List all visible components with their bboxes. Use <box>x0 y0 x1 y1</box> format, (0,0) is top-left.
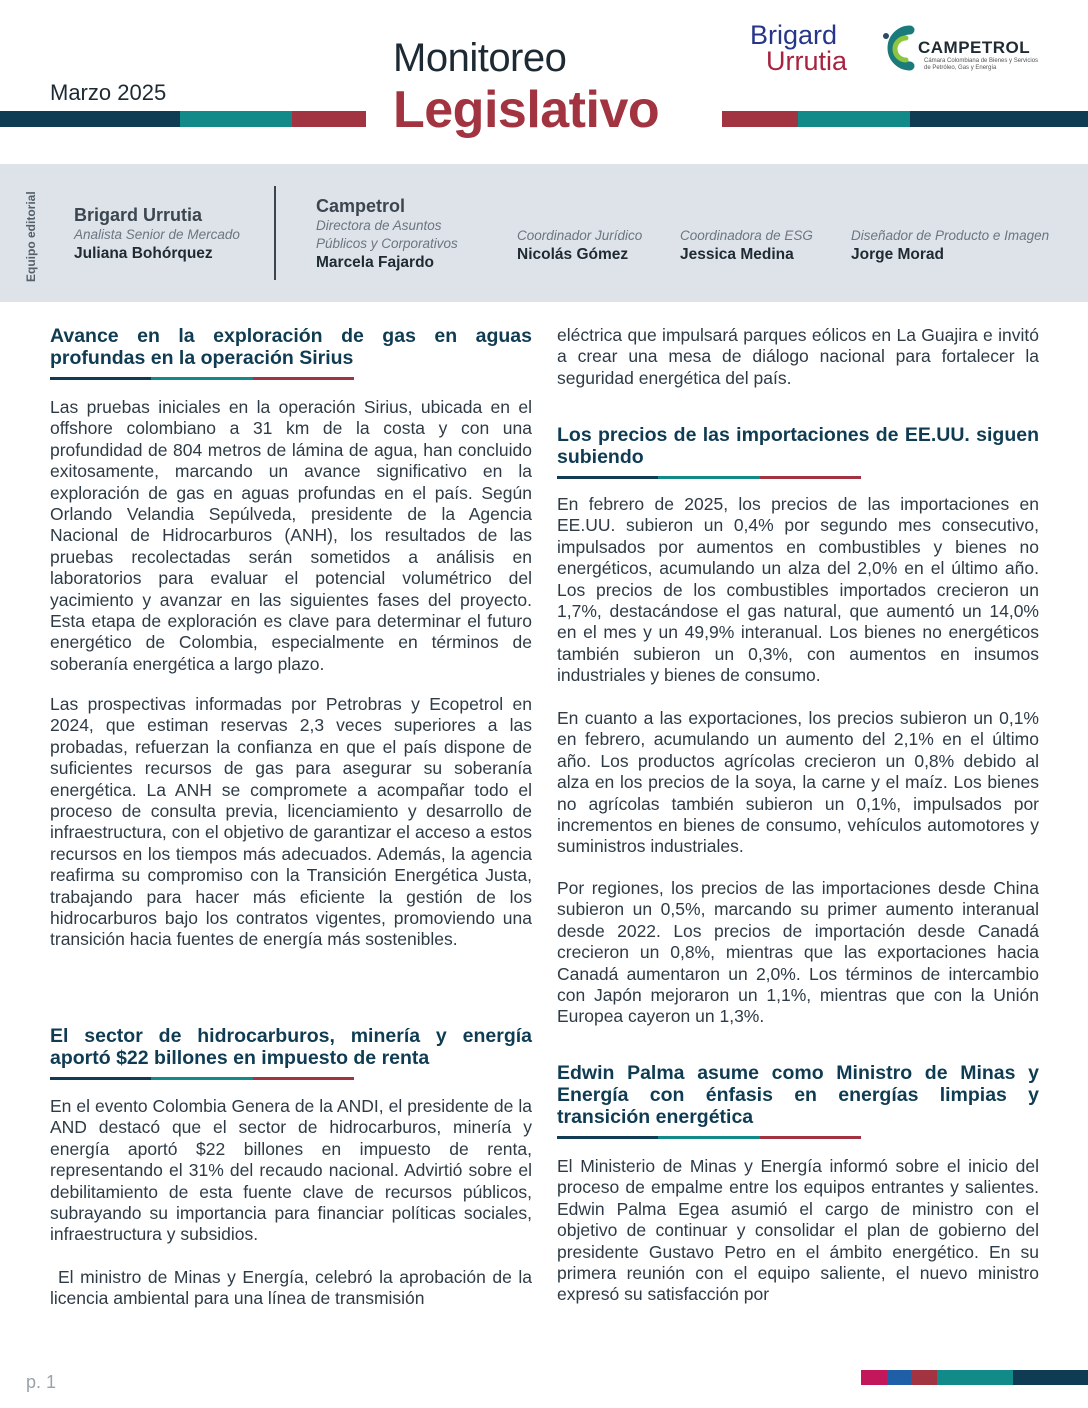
article-paragraph: Las prospectivas informadas por Petrobras y Ecopetrol en 2024, que estiman reservas 2,3 veces superiores a las probadas, refuerzan la confianza en que el país dispone de suficientes recursos de gas para asegurar su soberanía energética. La ANH se compromete a acompañar todo el proceso de consulta previa, licenciamiento y desarrollo de infraestructura, con el objetivo de garantizar el acceso a estos recursos en los tiempos más adecuados. Además, la agencia reafirma su compromiso con la Transición Energética Justa, trabajando para hacer más eficiente la gestión de los hidrocarburos bajo los contratos vigentes, promoviendo una transición hacia fuentes de energía más sostenibles. <box>50 694 532 950</box>
editor-role: Diseñador de Producto e Imagen <box>851 228 1050 243</box>
editor-member <box>851 227 1049 265</box>
article-body <box>557 494 1039 687</box>
article-body <box>557 325 1039 389</box>
article-body <box>557 1156 1039 1306</box>
article-renta <box>50 1025 532 1080</box>
campetrol-name: CAMPETROL <box>918 38 1031 57</box>
editor-name: Marcela Fajardo <box>316 254 435 271</box>
article-paragraph: eléctrica que impulsará parques eólicos en La Guajira e invitó a crear una mesa de diálogo nacional para fortalecer la seguridad energética del país. <box>557 325 1039 388</box>
article-body <box>557 878 1039 1028</box>
header-bar-right-navy <box>910 111 1088 127</box>
title-rule <box>50 1077 354 1080</box>
footer-bar-magenta <box>861 1370 887 1385</box>
article-title: Avance en la exploración de gas en aguas profundas en la operación Sirius <box>50 325 532 369</box>
title-rule <box>557 476 861 479</box>
footer-bar-blue <box>887 1370 911 1385</box>
article-importaciones <box>557 424 1039 479</box>
title-line-2: Legislativo <box>393 81 660 139</box>
article-body <box>557 708 1039 858</box>
article-title: El sector de hidrocarburos, minería y energía aportó $22 billones en impuesto de renta <box>50 1025 532 1069</box>
article-title: Los precios de las importaciones de EE.UU. siguen subiendo <box>557 424 1039 468</box>
header-bar-left-teal <box>180 111 292 127</box>
editor-role: Públicos y Corporativos <box>316 236 458 251</box>
editor-campetrol <box>316 196 458 273</box>
article-body <box>50 694 532 951</box>
editor-role: Coordinadora de ESG <box>680 228 813 243</box>
article-body <box>50 1096 532 1246</box>
editor-member <box>517 227 642 265</box>
article-palma <box>557 1062 1039 1139</box>
editor-member <box>680 227 813 265</box>
editor-org: Brigard Urrutia <box>74 205 203 225</box>
editorial-label: Equipo editorial <box>24 191 38 282</box>
footer-bar-maroon <box>911 1370 937 1385</box>
editor-name: Jorge Morad <box>851 246 945 263</box>
editor-role: Coordinador Jurídico <box>517 228 643 243</box>
editor-role: Analista Senior de Mercado <box>74 227 240 242</box>
editor-role: Directora de Asuntos <box>316 218 442 233</box>
editor-name: Juliana Bohórquez <box>74 245 213 262</box>
campetrol-mark-icon <box>876 22 920 76</box>
article-paragraph: En el evento Colombia Genera de la ANDI, el presidente de la AND destacó que el sector de hidrocarburos, minería y energía aportó $22 billones en impuesto de renta, representando el 31% del recaudo nacional. Advirtió sobre el debilitamiento de esta fuente clave de recursos públicos, subrayando su importancia para financiar políticas sociales, infraestructura y subsidios. <box>50 1096 532 1245</box>
article-paragraph: El Ministerio de Minas y Energía informó sobre el inicio del proceso de empalme entre los equipos entrantes y salientes. Edwin Palma Egea asumió el cargo de ministro con el objetivo de continuar y consolidar el plan de gobierno del presidente Gustavo Petro en el ámbito energético. En su primera reunión con el equipo saliente, el nuevo ministro expresó su satisfacción por <box>557 1156 1039 1305</box>
article-paragraph: Las pruebas iniciales en la operación Sirius, ubicada en el offshore colombiano a 31 km de la costa y con una profundidad de 804 metros de lámina de agua, han concluido exitosamente, marcando un avance significativo en la exploración de gas en aguas profundas en el país. Según Orlando Velandia Sepúlveda, presidente de la Agencia Nacional de Hidrocarburos (ANH), los resultados de las pruebas recolectadas serán sometidos a análisis en laboratorios para evaluar el potencial volumétrico del yacimiento y avanzar en las siguientes fases del proyecto. Esta etapa de exploración es clave para determinar el futuro energético de Colombia, especialmente en términos de soberanía energética a largo plazo. <box>50 397 532 674</box>
editor-name: Nicolás Gómez <box>517 246 629 263</box>
title-rule <box>557 1136 861 1139</box>
footer-bar-navy <box>1013 1370 1088 1385</box>
editor-org: Campetrol <box>316 196 406 216</box>
header-bar-left-navy <box>0 111 180 127</box>
title-line-1: Monitoreo <box>393 36 567 80</box>
header-bar-right-teal <box>798 111 910 127</box>
editor-name: Jessica Medina <box>680 246 794 263</box>
article-paragraph: Por regiones, los precios de las importaciones desde China subieron un 0,5%, marcando su primer aumento interanual desde 2022. Los precios de importación desde Canadá crecieron un 0,8%, mientras que las exportaciones hacia Canadá aumentaron un 2,0%. Los términos de intercambio con Japón mejoraron un 1,1%, mientras que con la Unión Europea cayeron un 1,3%. <box>557 878 1039 1027</box>
header-bar-right-maroon <box>722 111 798 127</box>
article-body <box>50 397 532 675</box>
article-sirius <box>50 325 532 380</box>
campetrol-logo <box>876 22 1046 76</box>
footer-bar-teal <box>937 1370 1013 1385</box>
issue-date: Marzo 2025 <box>50 80 167 105</box>
header-bar-left-maroon <box>292 111 366 127</box>
editor-brigard <box>74 205 240 264</box>
article-body <box>50 1267 532 1310</box>
title-rule <box>50 377 354 380</box>
logo-urrutia-text: Urrutia <box>766 46 848 76</box>
page-number: p. 1 <box>26 1372 57 1392</box>
article-title: Edwin Palma asume como Ministro de Minas y Energía con énfasis en energías limpias y transición energética <box>557 1062 1039 1128</box>
campetrol-subtitle: Cámara Colombiana de Bienes y Servicios de Petróleo, Gas y Energía <box>924 58 1039 71</box>
article-paragraph: En febrero de 2025, los precios de las importaciones en EE.UU. subieron un 0,4% por segundo mes consecutivo, impulsados por aumentos en combustibles y bienes no energéticos, acumulando un alza del 2,0% en el último año. Los precios de los combustibles importados crecieron un 1,7%, destacándose el gas natural, que aumentó un 14,0% en el mes y un 49,9% interanual. Los bienes no energéticos también subieron un 0,3%, con aumentos en insumos industriales y bienes de consumo. <box>557 494 1039 686</box>
article-paragraph: El ministro de Minas y Energía, celebró la aprobación de la licencia ambiental para una línea de transmisión <box>50 1267 532 1309</box>
brigard-urrutia-logo <box>750 22 847 74</box>
logo-brigard-text: Brigard <box>750 20 838 50</box>
editorial-divider <box>274 186 276 280</box>
article-paragraph: En cuanto a las exportaciones, los precios subieron un 0,1% en febrero, acumulando un aumento del 2,1% en el último año. Los productos agrícolas crecieron un 0,8% debido al alza en los precios de la soya, la carne y el maíz. Los bienes no agrícolas también subieron un 0,1%, impulsados por incrementos en bienes de consumo, vehículos automotores y suministros industriales. <box>557 708 1039 857</box>
